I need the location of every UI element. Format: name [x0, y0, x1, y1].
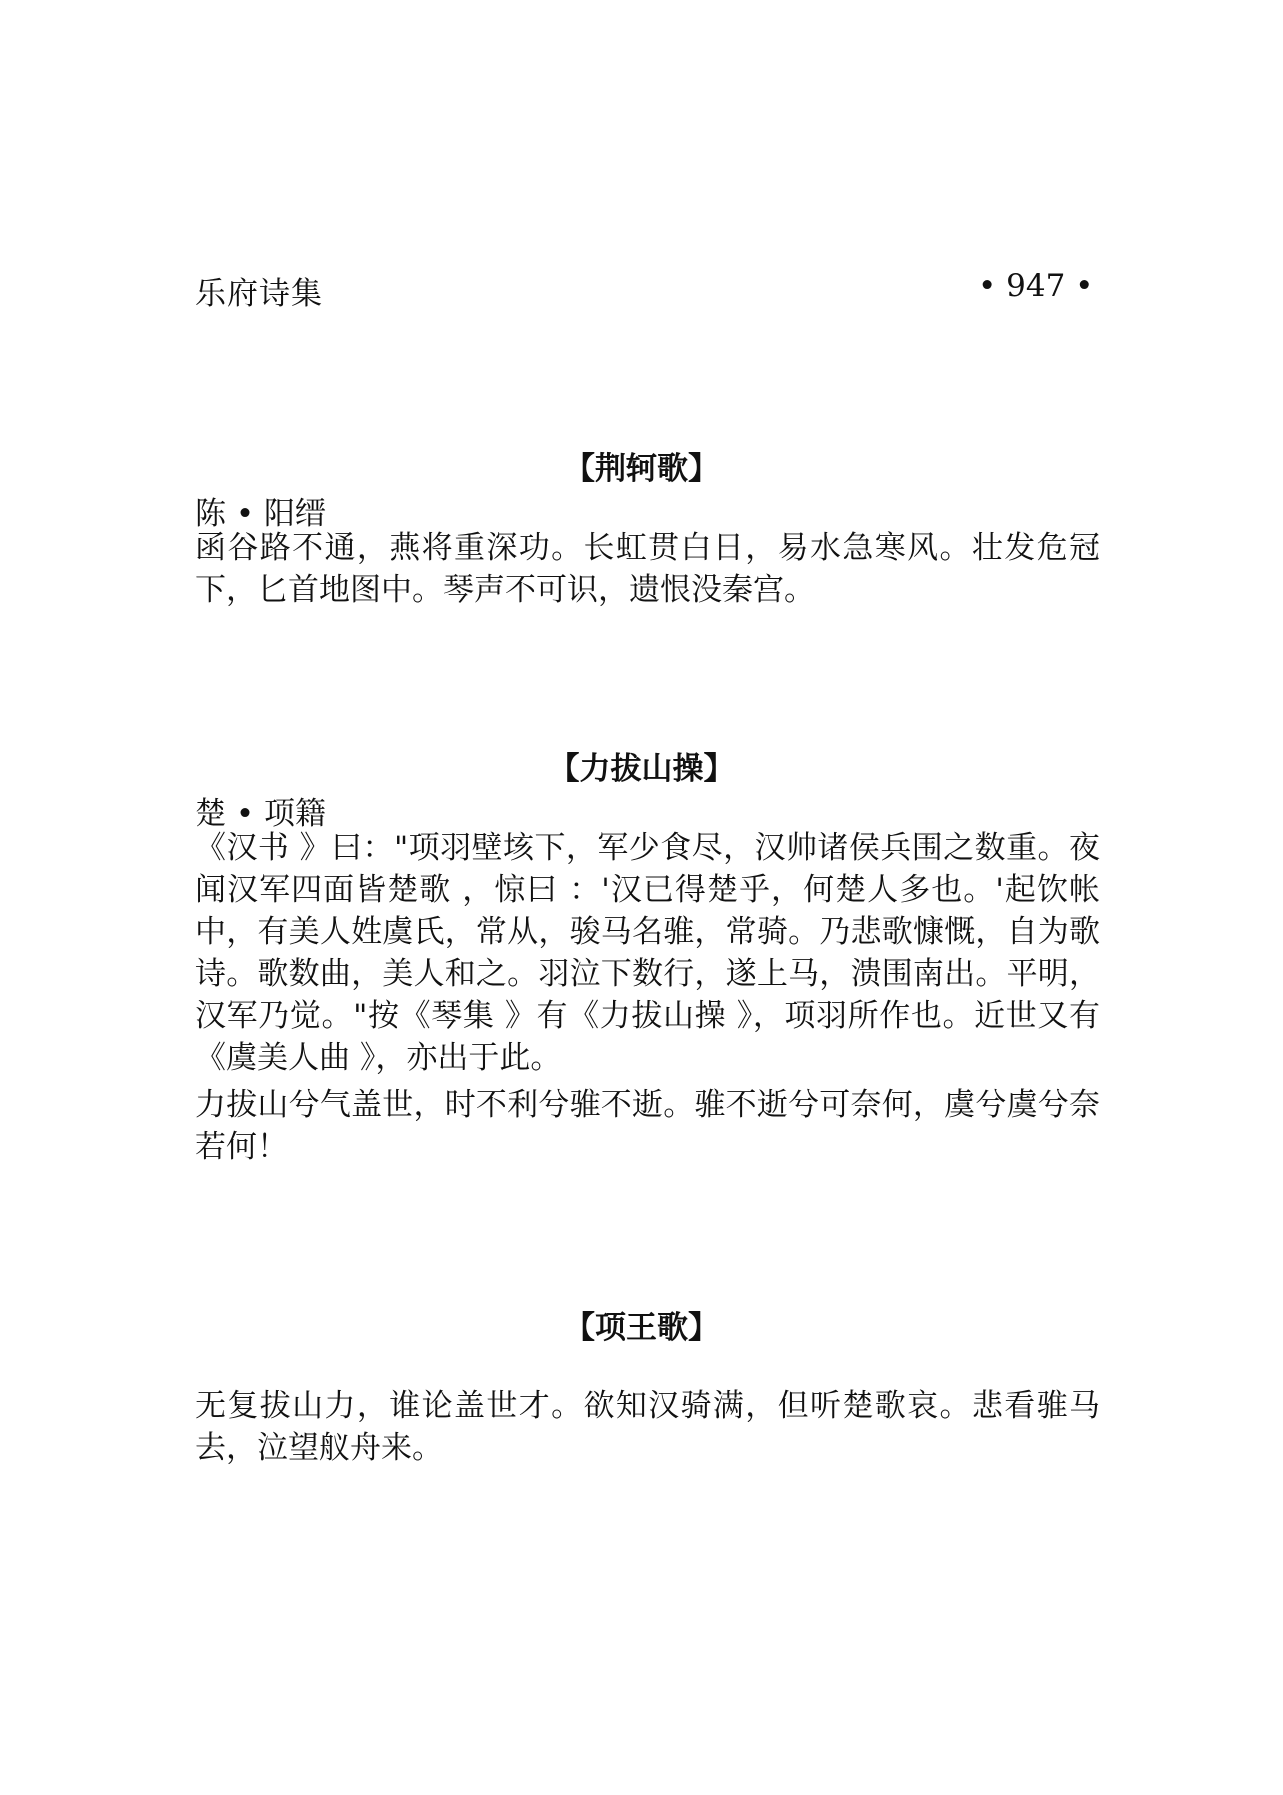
poem-title: 【项王歌】: [564, 1310, 719, 1346]
poem-text: 无复拔山力，谁论盖世才。欲知汉骑满，但听楚歌哀。悲看骓马去，泣望舣舟来。: [195, 1388, 1100, 1466]
poem-author: 楚 • 项籍: [195, 796, 326, 832]
poem-author: 陈 • 阳缙: [195, 496, 326, 532]
poem-text: 函谷路不通，燕将重深功。长虹贯白日，易水急寒风。壮发危冠下，匕首地图中。琴声不可识，遗恨没秦宫。: [195, 530, 1100, 608]
poem-title: 【荆轲歌】: [564, 451, 719, 487]
poem-title: 【力拔山操】: [548, 751, 735, 787]
page-number: • 947 •: [978, 268, 1094, 304]
poem-preface: 《汉书 》曰："项羽壁垓下，军少食尽，汉帅诸侯兵围之数重。夜闻汉军四面皆楚歌 ，惊曰 ：'汉已得楚乎，何楚人多也。'起饮帐中，有美人姓虞氏，常从，骏马名骓，常骑。乃悲歌慷慨，自为歌诗。歌数曲，美人和之。羽泣下数行，遂上马，溃围南出。平明，汉军乃觉。"按《琴集 》有《力拔山操 》，项羽所作也。近世又有《虞美人曲 》，亦出于此。: [195, 830, 1100, 1076]
book-title: 乐府诗集: [195, 276, 323, 312]
poem-text: 力拔山兮气盖世，时不利兮骓不逝。骓不逝兮可奈何，虞兮虞兮奈若何！: [195, 1087, 1100, 1165]
